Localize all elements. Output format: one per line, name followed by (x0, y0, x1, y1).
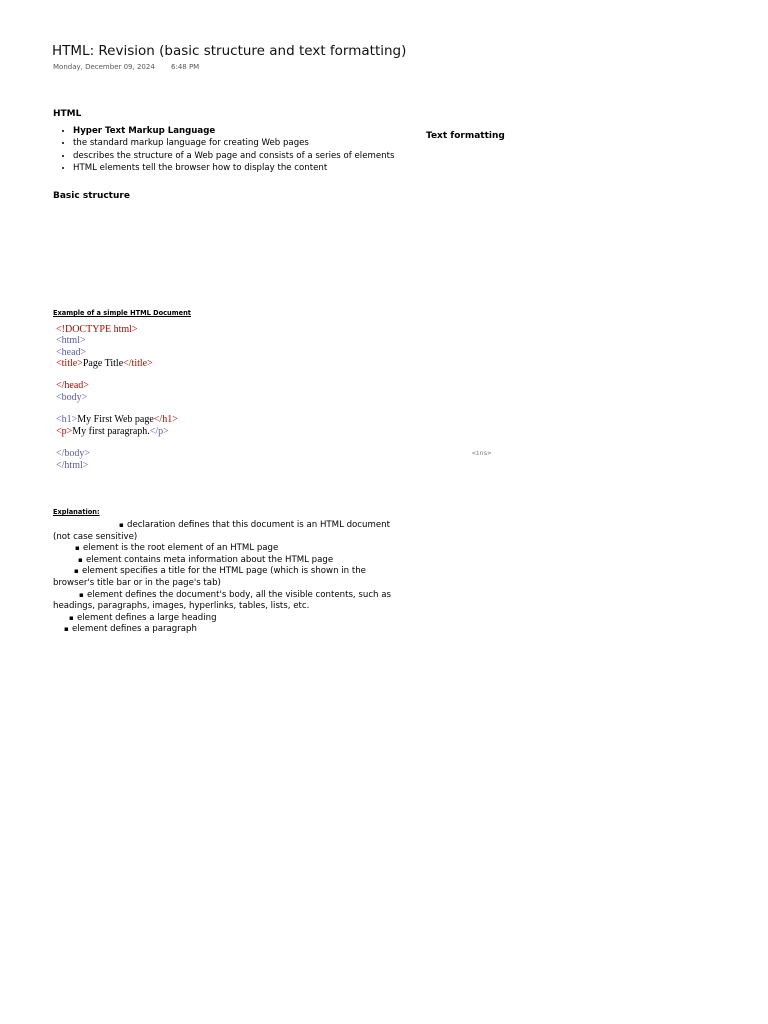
page-time: 6:48 PM (171, 63, 200, 71)
page-title: HTML: Revision (basic structure and text formatting) (52, 43, 407, 59)
list-item: ▪ element defines a large heading (53, 613, 393, 625)
code-line-body-close: </body> (56, 448, 91, 460)
list-item: ▪ element defines the document's body, all the visible contents, such as headings, paragraphs, images, hyperlinks, tables, lists, etc. (53, 590, 393, 613)
list-item: ▪ element contains meta information about the HTML page (53, 555, 393, 567)
explanation-heading: Explanation: (53, 508, 100, 516)
list-item: ▪ element specifies a title for the HTML page (which is shown in the browser's title bar or in the page's tab) (53, 566, 393, 589)
list-item: ▪ element is the root element of an HTML page (53, 543, 393, 555)
code-example (56, 324, 178, 471)
list-item: ▪ element defines a paragraph (53, 624, 393, 636)
list-item: • Hyper Text Markup Language (73, 125, 394, 137)
code-line-body-open: <body> (56, 391, 88, 403)
code-line-head-close: </head> (56, 380, 89, 392)
code-line-p: <p>My first paragraph.</p> (56, 425, 169, 437)
code-line-html-close: </html> (56, 459, 89, 471)
code-line-title: <title>Page Title</title> (56, 357, 153, 369)
explanation-list (53, 520, 393, 636)
code-line-h1: <h1>My First Web page</h1> (56, 414, 178, 426)
list-item: • describes the structure of a Web page and consists of a series of elements (73, 150, 394, 162)
list-item: • the standard markup language for creating Web pages (73, 137, 394, 149)
html-heading: HTML (53, 109, 82, 119)
page-date: Monday, December 09, 2024 (53, 63, 155, 71)
code-line-html-open: <html> (56, 335, 86, 347)
list-item: ▪ declaration defines that this document is an HTML document (not case sensitive) (53, 520, 393, 543)
page-timestamp (53, 63, 199, 71)
basic-structure-heading: Basic structure (53, 191, 130, 201)
example-heading: Example of a simple HTML Document (53, 309, 191, 317)
code-line-head-open: <head> (56, 346, 87, 358)
ins-label: <ins> (472, 449, 492, 457)
list-item: • HTML elements tell the browser how to display the content (73, 162, 394, 174)
html-bullet-list (63, 125, 394, 175)
text-formatting-heading: Text formatting (426, 131, 505, 141)
code-line-doctype: <!DOCTYPE html> (56, 324, 138, 335)
